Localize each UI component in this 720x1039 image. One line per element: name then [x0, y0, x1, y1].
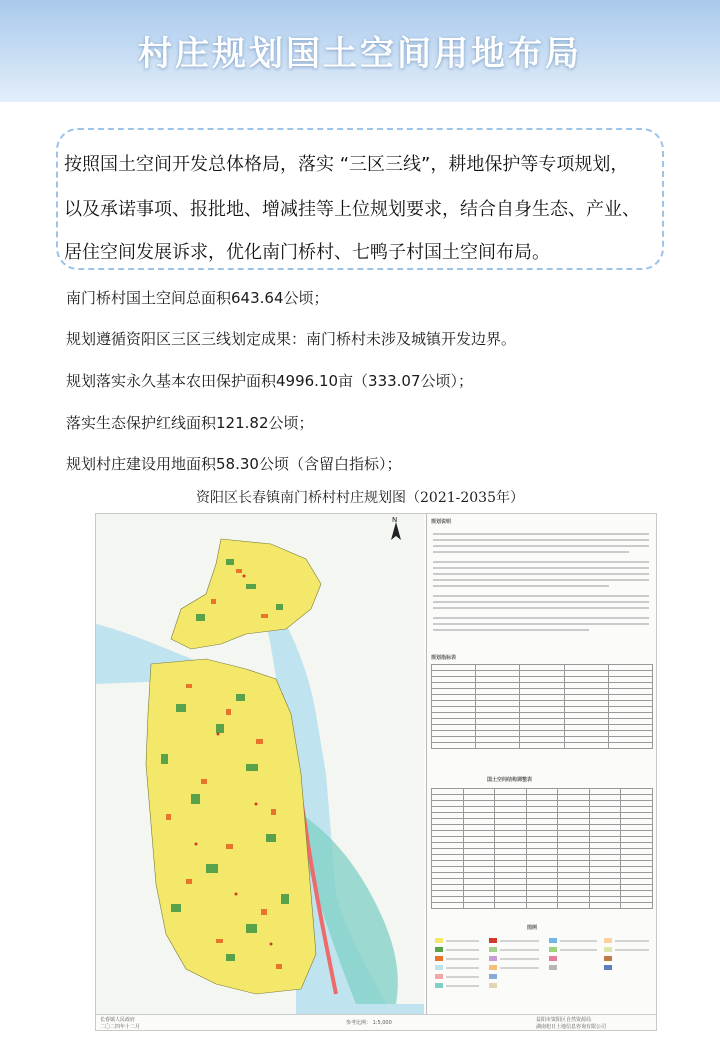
side-heading-notes: 规划说明 — [431, 519, 452, 525]
fact-eco-redline: 落实生态保护红线面积121.82公顷； — [66, 414, 314, 432]
footer-agency: 益阳市资阳区自然资源局 — [536, 1017, 592, 1023]
map-legend — [429, 934, 655, 1004]
village-plan-map — [95, 513, 657, 1031]
map-footer — [96, 1014, 656, 1031]
indicator-table — [431, 664, 653, 749]
fact-total-area: 南门桥村国土空间总面积643.64公顷； — [66, 289, 329, 307]
fact-construction-land: 规划村庄建设用地面积58.30公顷（含留白指标）； — [66, 455, 402, 473]
land-use-map-graphic — [96, 514, 424, 1014]
structure-table — [431, 788, 653, 909]
map-canvas — [96, 514, 424, 1014]
footer-scale: 参考比例： 1:5,000 — [346, 1020, 392, 1026]
intro-line-2: 以及承诺事项、报批地、增减挂等上位规划要求，结合自身生态、产业、 — [64, 199, 640, 220]
page-title: 村庄规划国土空间用地布局 — [138, 34, 582, 74]
north-label: N — [392, 516, 398, 524]
footer-issuer: 长春镇人民政府 — [100, 1017, 136, 1023]
footer-date: 二〇二四年十二月 — [100, 1024, 141, 1030]
footer-consultant: 湖南旭日土地信息咨询有限公司 — [536, 1024, 607, 1030]
intro-line-1: 按照国土空间开发总体格局，落实 “三区三线”，耕地保护等专项规划， — [64, 154, 629, 175]
intro-line-3: 居住空间发展诉求，优化南门桥村、七鸭子村国土空间布局。 — [64, 242, 550, 263]
title-banner — [0, 0, 720, 102]
map-side-panel — [426, 514, 657, 1014]
side-heading-indicators: 规划指标表 — [431, 655, 457, 661]
map-title: 资阳区长春镇南门桥村村庄规划图（2021-2035年） — [196, 490, 524, 506]
side-heading-structure: 国土空间结构调整表 — [487, 777, 533, 783]
notes-text-block — [429, 528, 655, 648]
fact-three-zones: 规划遵循资阳区三区三线划定成果：南门桥村未涉及城镇开发边界。 — [66, 330, 517, 348]
side-heading-legend: 图例 — [527, 925, 538, 931]
fact-farmland: 规划落实永久基本农田保护面积4996.10亩（333.07公顷）； — [66, 372, 474, 390]
